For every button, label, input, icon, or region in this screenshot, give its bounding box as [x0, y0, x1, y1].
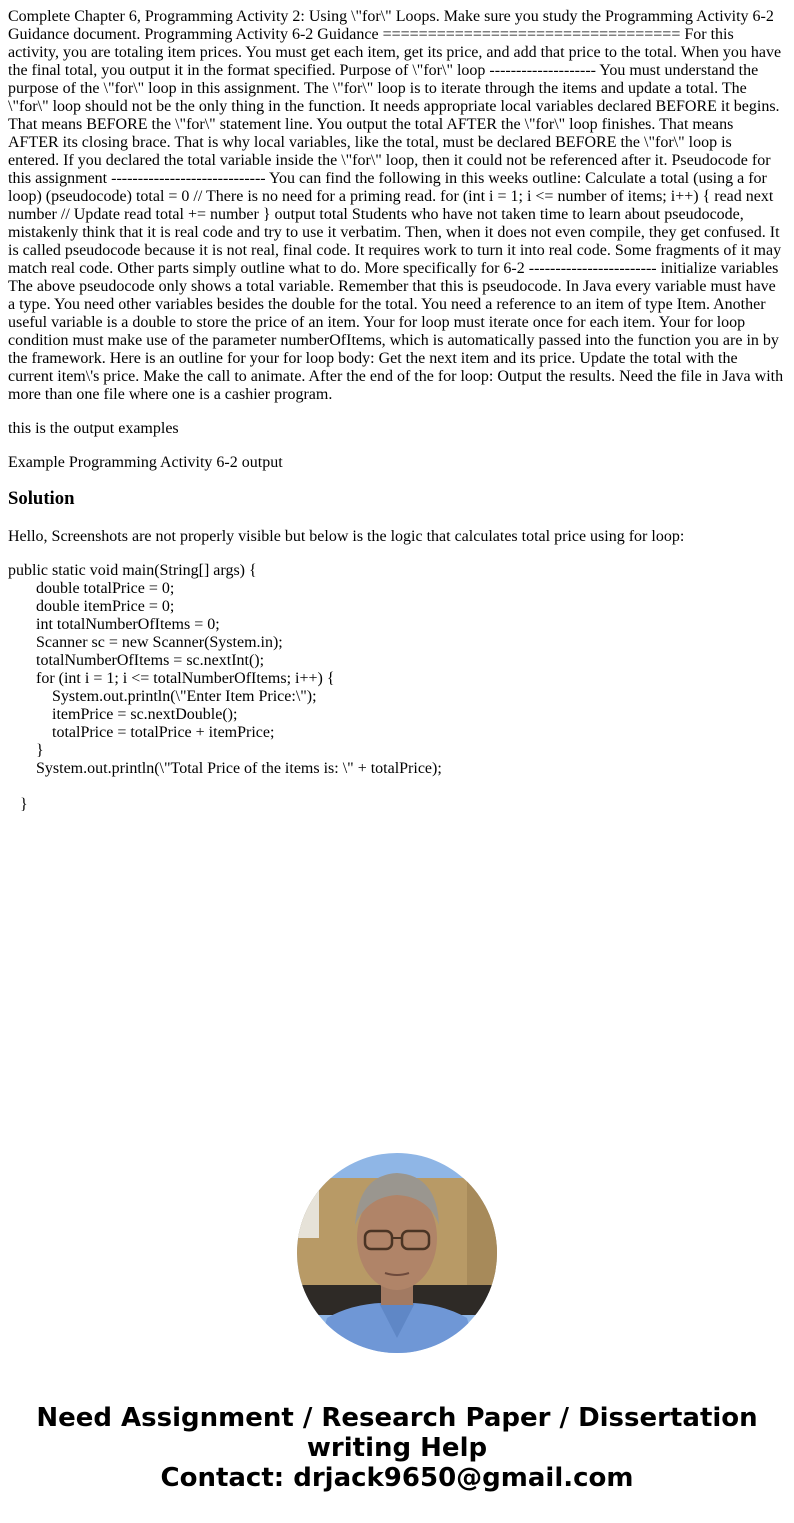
code-line: for (int i = 1; i <= totalNumberOfItems; i++) { [8, 670, 335, 687]
code-line: System.out.println(\"Total Price of the items is: \" + totalPrice); [8, 760, 442, 777]
code-line: } [8, 796, 28, 813]
output-note: this is the output examples [8, 420, 179, 437]
code-line: int totalNumberOfItems = 0; [8, 616, 220, 633]
footer-line-1: Need Assignment / Research Paper / Dissertation [36, 1403, 758, 1433]
solution-intro: Hello, Screenshots are not properly visible but below is the logic that calculates total price using for loop: [8, 528, 685, 545]
code-line: System.out.println(\"Enter Item Price:\"); [8, 688, 317, 705]
code-line: double totalPrice = 0; [8, 580, 175, 597]
code-line: double itemPrice = 0; [8, 598, 175, 615]
code-line [8, 778, 786, 796]
author-avatar [297, 1153, 497, 1353]
author-photo-icon [297, 1153, 497, 1353]
code-line: itemPrice = sc.nextDouble(); [8, 706, 238, 723]
code-line: Scanner sc = new Scanner(System.in); [8, 634, 283, 651]
solution-heading: Solution [8, 488, 75, 509]
code-line: totalPrice = totalPrice + itemPrice; [8, 724, 275, 741]
code-line: public static void main(String[] args) { [8, 562, 257, 579]
contact-footer [0, 1403, 794, 1493]
code-line: } [8, 742, 44, 759]
solution-code [8, 562, 786, 814]
footer-line-2: writing Help [306, 1433, 488, 1463]
question-text: Complete Chapter 6, Programming Activity 2: Using \"for\" Loops. Make sure you study the Programming Activity 6-2 Guidance document. Programming Activity 6-2 Guidance ================================= For this activity, you are totaling item prices. You must get each item, get its price, and add that price to the total. When you have the final total, you output it in the format specified. Purpose of \"for\" loop -------------------- You must understand the purpose of the \"for\" loop in this assignment. The \"for\" loop is to iterate through the items and update a total. The \"for\" loop should not be the only thing in the function. It needs appropriate local variables declared BEFORE it begins. That means BEFORE the \"for\" statement line. You output the total AFTER the \"for\" loop finishes. That means AFTER its closing brace. That is why local variables, like the total, must be declared BEFORE the \"for\" loop is entered. If you declared the total variable inside the \"for\" loop, then it could not be referenced after it. Pseudocode for this assignment ----------------------------- You can find the following in this weeks outline: Calculate a total (using a for loop) (pseudocode) total = 0 // There is no need for a priming read. for (int i = 1; i <= number of items; i++) { read next number // Update read total += number } output total Students who have not taken time to learn about pseudocode, mistakenly think that it is real code and try to use it verbatim. Then, when it does not even compile, they get confused. It is called pseudocode because it is not real, final code. It requires work to turn it into real code. Some fragments of it may match real code. Other parts simply outline what to do. More specifically for 6-2 ------------------------ initialize variables The above pseudocode only shows a total variable. Remember that this is pseudocode. In Java every variable must have a type. You need other variables besides the double for the total. You need a reference to an item of type Item. Another useful variable is a double to store the price of an item. Your for loop must iterate once for each item. Your for loop condition must make use of the parameter numberOfItems, which is automatically passed into the function you are in by the framework. Here is an outline for your for loop body: Get the next item and its price. Update the total with the current item\'s price. Make the call to animate. After the end of the for loop: Output the results. Need the file in Java with more than one file where one is a cashier program. [8, 8, 784, 403]
footer-contact-email: Contact: drjack9650@gmail.com [160, 1463, 634, 1493]
example-caption: Example Programming Activity 6-2 output [8, 454, 283, 471]
code-line: totalNumberOfItems = sc.nextInt(); [8, 652, 265, 669]
